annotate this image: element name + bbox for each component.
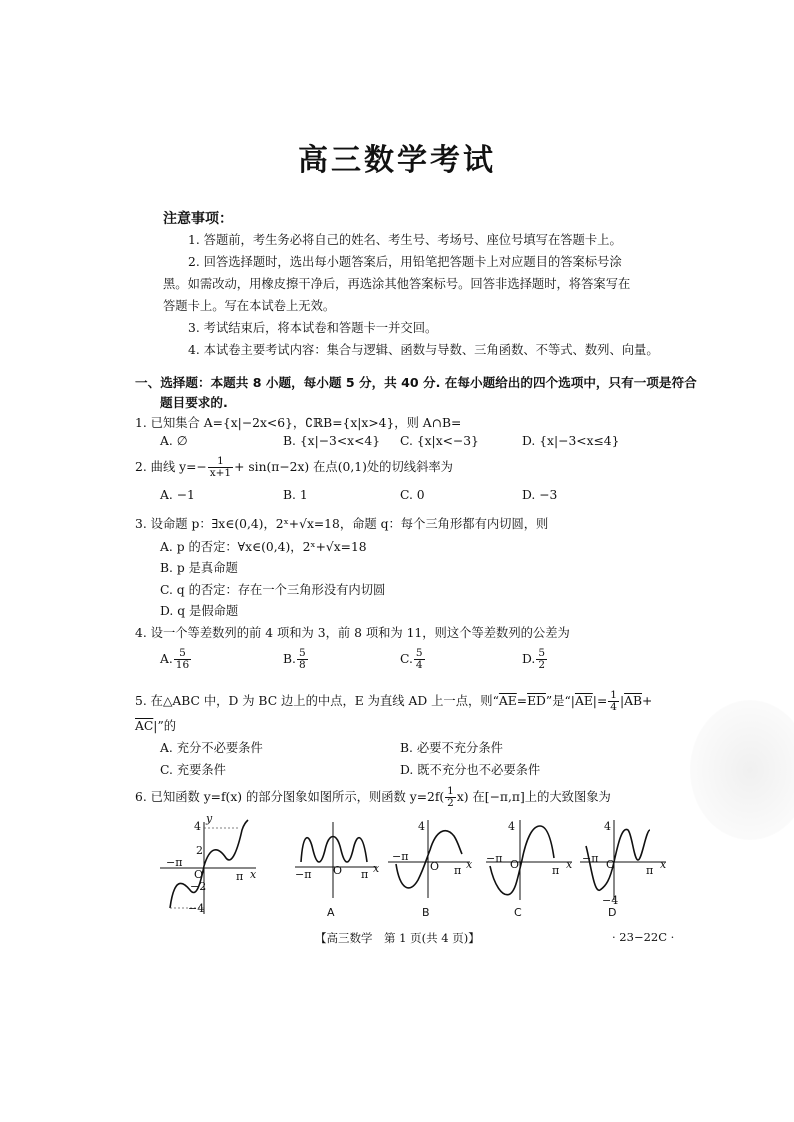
q5-option-d: D. 既不充分也不必要条件 xyxy=(400,763,541,777)
q5-vec-ab: $\overline{AB}$ xyxy=(624,694,643,708)
notice-line-2: 2. 回答选择题时，选出每小题答案后，用铅笔把答题卡上对应题目的答案标号涂 xyxy=(188,255,622,269)
axis-x: x xyxy=(466,858,473,871)
axis-y: y xyxy=(206,812,213,825)
q5-vec-ae: $\overline{AE}$ xyxy=(498,694,517,708)
option-label-c: C xyxy=(514,906,522,919)
q5-vec-ac: $\overline{AC}$ xyxy=(135,719,154,733)
q4-c-fraction xyxy=(414,648,425,671)
q2-stem-pre: 2. 曲线 y=− xyxy=(135,460,207,474)
q4-b-den: 8 xyxy=(298,659,306,671)
tick-4: 4 xyxy=(194,820,201,833)
q3-option-c: C. q 的否定：存在一个三角形没有内切圆 xyxy=(160,583,386,597)
q4-d-fraction xyxy=(536,648,547,671)
tick-m2: −2 xyxy=(190,880,207,893)
q4-d-label: D. xyxy=(522,652,536,666)
tick-mpi: −π xyxy=(582,852,599,865)
axis-x: x xyxy=(250,868,257,881)
q4-d-den: 2 xyxy=(538,659,546,671)
origin: O xyxy=(430,860,440,873)
q2-option-c: C. 0 xyxy=(400,488,425,502)
tick-4: 4 xyxy=(418,820,425,833)
origin: O xyxy=(333,864,343,877)
q4-d-num: 5 xyxy=(538,647,546,659)
q6-frac-den: 2 xyxy=(447,797,454,809)
q2-frac-num: 1 xyxy=(208,456,233,468)
q5-pre: 5. 在△ABC 中，D 为 BC 边上的中点，E 为直线 AD 上一点，则“ xyxy=(135,694,499,708)
q1-option-a: A. ∅ xyxy=(160,434,188,448)
option-label-a: A xyxy=(327,906,335,919)
q6-stem xyxy=(135,786,611,809)
q3-option-d: D. q 是假命题 xyxy=(160,604,239,618)
notice-line-3: 黑。如需改动，用橡皮擦干净后，再选涂其他答案标号。回答非选择题时，将答案写在 xyxy=(163,277,631,291)
q6-option-d-graph[interactable] xyxy=(580,820,672,922)
q2-stem-post: + sin(π−2x) 在点(0,1)处的切线斜率为 xyxy=(234,460,453,474)
q6-given-graph xyxy=(160,812,260,918)
notice-line-6: 4. 本试卷主要考试内容：集合与逻辑、函数与导数、三角函数、不等式、数列、向量。 xyxy=(188,343,659,357)
q4-b-num: 5 xyxy=(298,647,306,659)
q4-b-label: B. xyxy=(283,652,296,666)
origin: O xyxy=(194,868,204,881)
q1-option-c: C. {x|x<−3} xyxy=(400,434,479,448)
q4-c-label: C. xyxy=(400,652,413,666)
q4-option-c xyxy=(400,648,426,671)
axis-x: x xyxy=(566,858,573,871)
tick-pi: π xyxy=(361,868,369,881)
tick-mpi: −π xyxy=(392,850,409,863)
q5-fraction xyxy=(608,690,619,713)
q5-end: |”的 xyxy=(153,719,177,733)
q3-option-a: A. p 的否定：∀x∈(0,4)，2ˣ+√x=18 xyxy=(160,540,367,554)
tick-m4: −4 xyxy=(188,902,205,915)
axis-x: x xyxy=(373,862,380,875)
q5-plus: + xyxy=(642,694,653,708)
tick-mpi: −π xyxy=(166,856,183,869)
notice-line-4: 答题卡上。写在本试卷上无效。 xyxy=(163,299,336,313)
tick-mpi: −π xyxy=(295,868,312,881)
q6-option-a-graph[interactable] xyxy=(295,822,381,922)
q1-stem: 1. 已知集合 A={x|−2x<6}，∁ℝB={x|x>4}，则 A∩B= xyxy=(135,416,462,430)
origin: O xyxy=(510,858,520,871)
q4-a-den: 16 xyxy=(175,659,190,671)
q3-option-b: B. p 是真命题 xyxy=(160,561,238,575)
tick-pi: π xyxy=(236,870,244,883)
curve-a xyxy=(301,837,367,863)
exam-title: 高三数学考试 xyxy=(298,143,496,178)
q6-frac-num: 1 xyxy=(447,785,454,797)
tick-mpi: −π xyxy=(486,852,503,865)
tick-pi: π xyxy=(646,864,654,877)
q4-a-label: A. xyxy=(160,652,173,666)
q4-option-b xyxy=(283,648,309,671)
q4-option-a xyxy=(160,648,192,671)
tick-4: 4 xyxy=(508,820,515,833)
section-heading-line-1: 一、选择题：本题共 8 小题，每小题 5 分，共 40 分. 在每小题给出的四个选项中，只有一项是符合 xyxy=(135,375,697,390)
q2-option-d: D. −3 xyxy=(522,488,558,502)
tick-4: 4 xyxy=(604,820,611,833)
q4-a-fraction xyxy=(174,648,191,671)
option-label-b: B xyxy=(422,906,430,919)
q1-option-d: D. {x|−3<x≤4} xyxy=(522,434,620,448)
notice-heading: 注意事项： xyxy=(163,211,233,227)
footer-page-info: 【高三数学 第 1 页(共 4 页)】 xyxy=(315,931,480,945)
q6-option-c-graph[interactable] xyxy=(486,820,576,922)
section-heading-line-2: 题目要求的. xyxy=(160,395,228,410)
q2-fraction xyxy=(208,456,233,479)
q5-vec-ed: $\overline{ED}$ xyxy=(527,694,546,708)
q1-option-b: B. {x|−3<x<4} xyxy=(283,434,381,448)
q4-c-num: 5 xyxy=(415,647,423,659)
q4-a-num: 5 xyxy=(174,648,191,660)
notice-line-1: 1. 答题前，考生务必将自己的姓名、考生号、考场号、座位号填写在答题卡上。 xyxy=(188,233,622,247)
q5-option-c: C. 充要条件 xyxy=(160,763,226,777)
q5-vec-ae-2: $\overline{AE}$ xyxy=(574,694,593,708)
scan-smudge xyxy=(690,700,794,840)
q2-option-a: A. −1 xyxy=(160,488,195,502)
q5-stem xyxy=(135,690,652,713)
q5-stem-cont xyxy=(135,716,176,734)
axis-x: x xyxy=(660,858,667,871)
q5-mid: ”是“| xyxy=(545,694,575,708)
tick-pi: π xyxy=(552,864,560,877)
q6-option-b-graph[interactable] xyxy=(388,820,474,922)
q2-frac-den: x+1 xyxy=(209,467,232,479)
q4-c-den: 4 xyxy=(415,659,423,671)
q4-b-fraction xyxy=(297,648,308,671)
q3-stem: 3. 设命题 p：∃x∈(0,4)，2ˣ+√x=18，命题 q：每个三角形都有内切圆，则 xyxy=(135,517,549,531)
q4-option-d xyxy=(522,648,548,671)
notice-line-5: 3. 考试结束后，将本试卷和答题卡一并交回。 xyxy=(188,321,438,335)
tick-m4: −4 xyxy=(602,894,619,907)
q5-frac-num: 1 xyxy=(610,689,617,701)
origin: O xyxy=(606,858,616,871)
q2-stem xyxy=(135,456,453,479)
q6-post: x) 在[−π,π]上的大致图象为 xyxy=(456,790,611,804)
q4-stem: 4. 设一个等差数列的前 4 项和为 3，前 8 项和为 11，则这个等差数列的公差为 xyxy=(135,626,570,640)
tick-2: 2 xyxy=(196,844,203,857)
q6-option-a-svg xyxy=(295,822,381,902)
q5-mid2: |= xyxy=(592,694,608,708)
q5-option-b: B. 必要不充分条件 xyxy=(400,741,503,755)
q5-mid3: | xyxy=(619,694,625,708)
q5-eq: = xyxy=(516,694,528,708)
q5-option-a: A. 充分不必要条件 xyxy=(160,741,263,755)
q6-pre: 6. 已知函数 y=f(x) 的部分图象如图所示，则函数 y=2f( xyxy=(135,790,445,804)
tick-pi: π xyxy=(454,864,462,877)
footer-code: · 23−22C · xyxy=(612,930,675,944)
q2-option-b: B. 1 xyxy=(283,488,308,502)
q5-frac-den: 4 xyxy=(610,701,617,713)
q6-fraction xyxy=(445,786,456,809)
option-label-d: D xyxy=(608,906,617,919)
